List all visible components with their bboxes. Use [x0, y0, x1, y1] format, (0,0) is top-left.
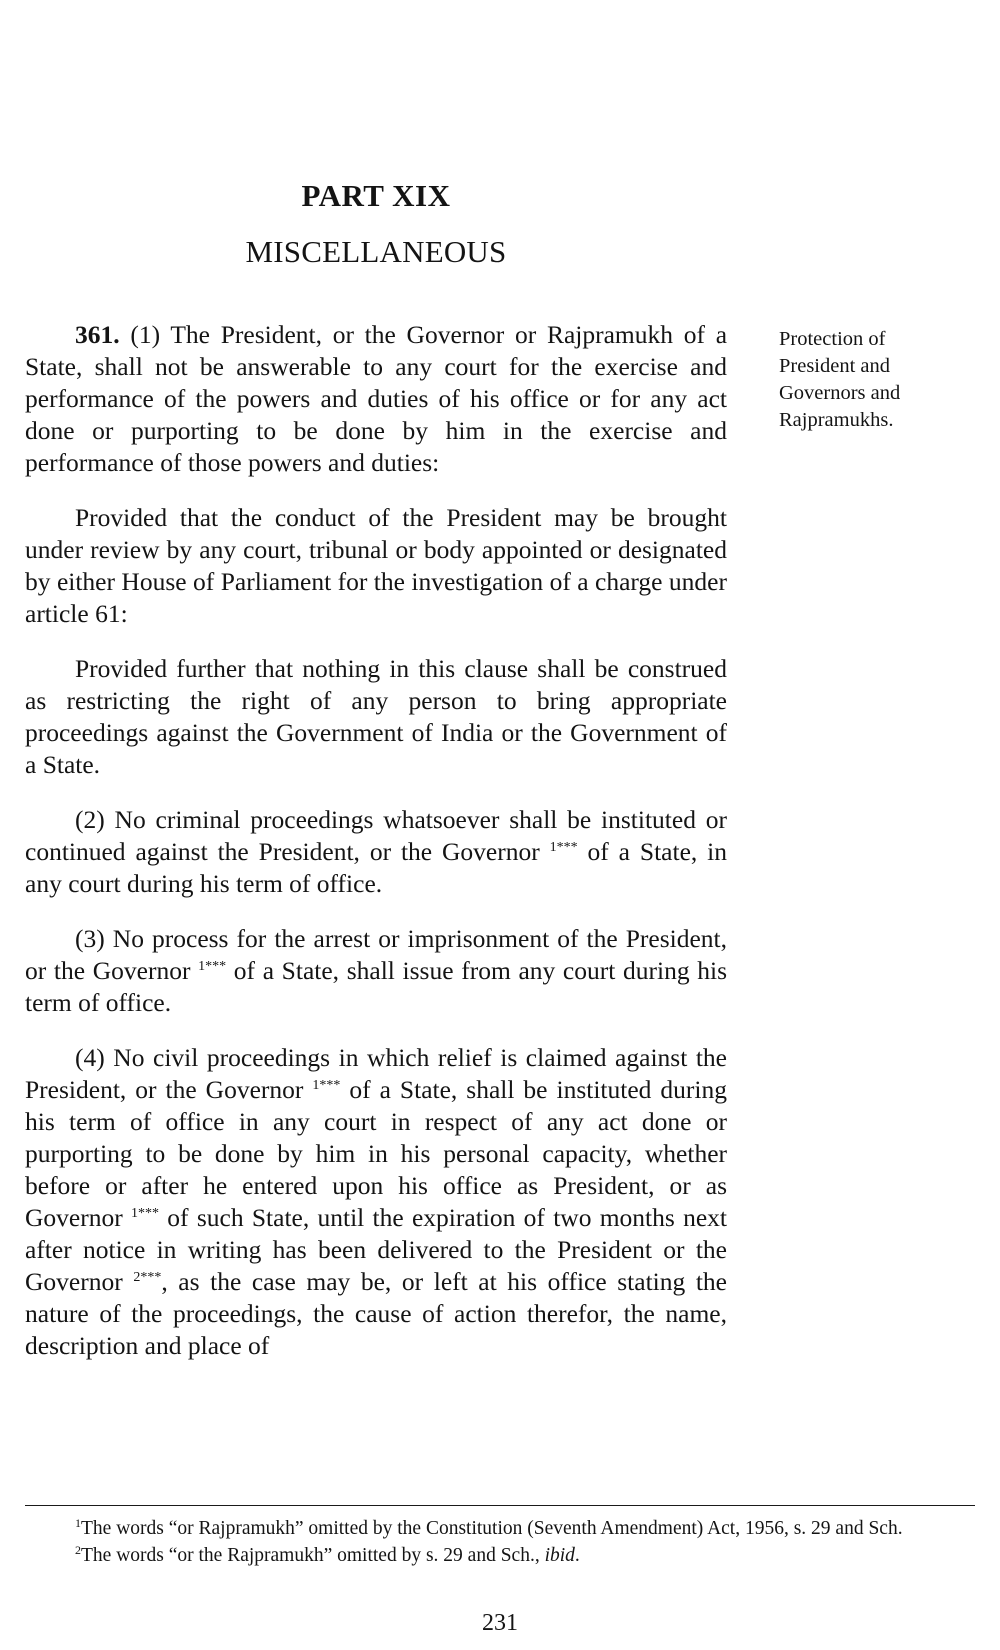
footnote-2-text: The words “or the Rajpramukh” omitted by s. 29 and Sch.,	[81, 1545, 545, 1566]
clause-1-text: (1) The President, or the Governor or Rajpramukh of a State, shall not be answerable to any court for the exercise and performance of the powers and duties of his office or for any act done or purporting to be done by him in the exercise and performance of those powers and duties:	[25, 320, 728, 477]
part-title: PART XIX	[301, 178, 451, 213]
omission-mark: 2***	[133, 1270, 162, 1285]
article-body	[25, 319, 727, 1385]
footnote-marker: 1	[75, 1516, 81, 1530]
footnote-2-end: .	[574, 1545, 580, 1566]
marginal-note-line: Protection of	[779, 328, 886, 350]
footnote-2	[25, 1542, 975, 1569]
footnote-1	[25, 1515, 975, 1542]
marginal-note-line: President and	[779, 355, 891, 377]
article-number: 361.	[75, 320, 120, 349]
omission-mark: 1***	[549, 840, 578, 855]
marginal-note-line: Governors and	[779, 382, 901, 404]
omission-mark: 1***	[312, 1078, 341, 1093]
footnotes	[25, 1515, 975, 1569]
proviso-2: Provided further that nothing in this clause shall be construed as restricting the right of any person to bring appropriate proceedings against the Government of India or the Government of a State.	[25, 654, 727, 779]
page-number: 231	[482, 1610, 518, 1636]
clause-4-text-c: of such State, until the expiration of two months next after notice in writing has been delivered to the President or the Governor	[25, 1203, 728, 1296]
footnote-marker: 2	[75, 1543, 81, 1557]
omission-mark: 1***	[198, 959, 227, 974]
footnote-divider	[25, 1505, 975, 1506]
clause-2-text-b: of a State, in any court during his term of office.	[25, 837, 728, 898]
footnote-1-text: The words “or Rajpramukh” omitted by the Constitution (Seventh Amendment) Act, 1956, s. 29 and Sch.	[81, 1518, 903, 1539]
clause-1	[25, 319, 727, 479]
omission-mark: 1***	[131, 1206, 160, 1221]
marginal-note	[779, 326, 964, 434]
part-subtitle: MISCELLANEOUS	[245, 234, 507, 269]
clause-4-text-d: , as the case may be, or left at his office stating the nature of the proceedings, the cause of action therefor, the name, description and place of	[25, 1267, 727, 1360]
proviso-1: Provided that the conduct of the President may be brought under review by any court, tribunal or body appointed or designated by either House of Parliament for the investigation of a charge under article 61:	[25, 503, 727, 628]
clause-4	[25, 1042, 727, 1362]
clause-2	[25, 804, 727, 900]
clause-4-text-b: of a State, shall be instituted during his term of office in any court in respect of any act done or purporting to be done by him in his personal capacity, whether before or after he entered upon his office as President, or as Governor	[25, 1075, 727, 1232]
marginal-note-line: Rajpramukhs.	[779, 409, 894, 431]
clause-3-text-b: of a State, shall issue from any court during his term of office.	[25, 956, 727, 1017]
footnote-2-ref: ibid	[544, 1545, 575, 1566]
clause-3	[25, 923, 727, 1019]
clause-3-text-a: (3) No process for the arrest or imprisonment of the President, or the Governor	[25, 924, 727, 985]
clause-2-text-a: (2) No criminal proceedings whatsoever shall be instituted or continued against the President, or the Governor	[25, 805, 727, 866]
clause-4-text-a: (4) No civil proceedings in which relief is claimed against the President, or the Governor	[25, 1043, 727, 1104]
